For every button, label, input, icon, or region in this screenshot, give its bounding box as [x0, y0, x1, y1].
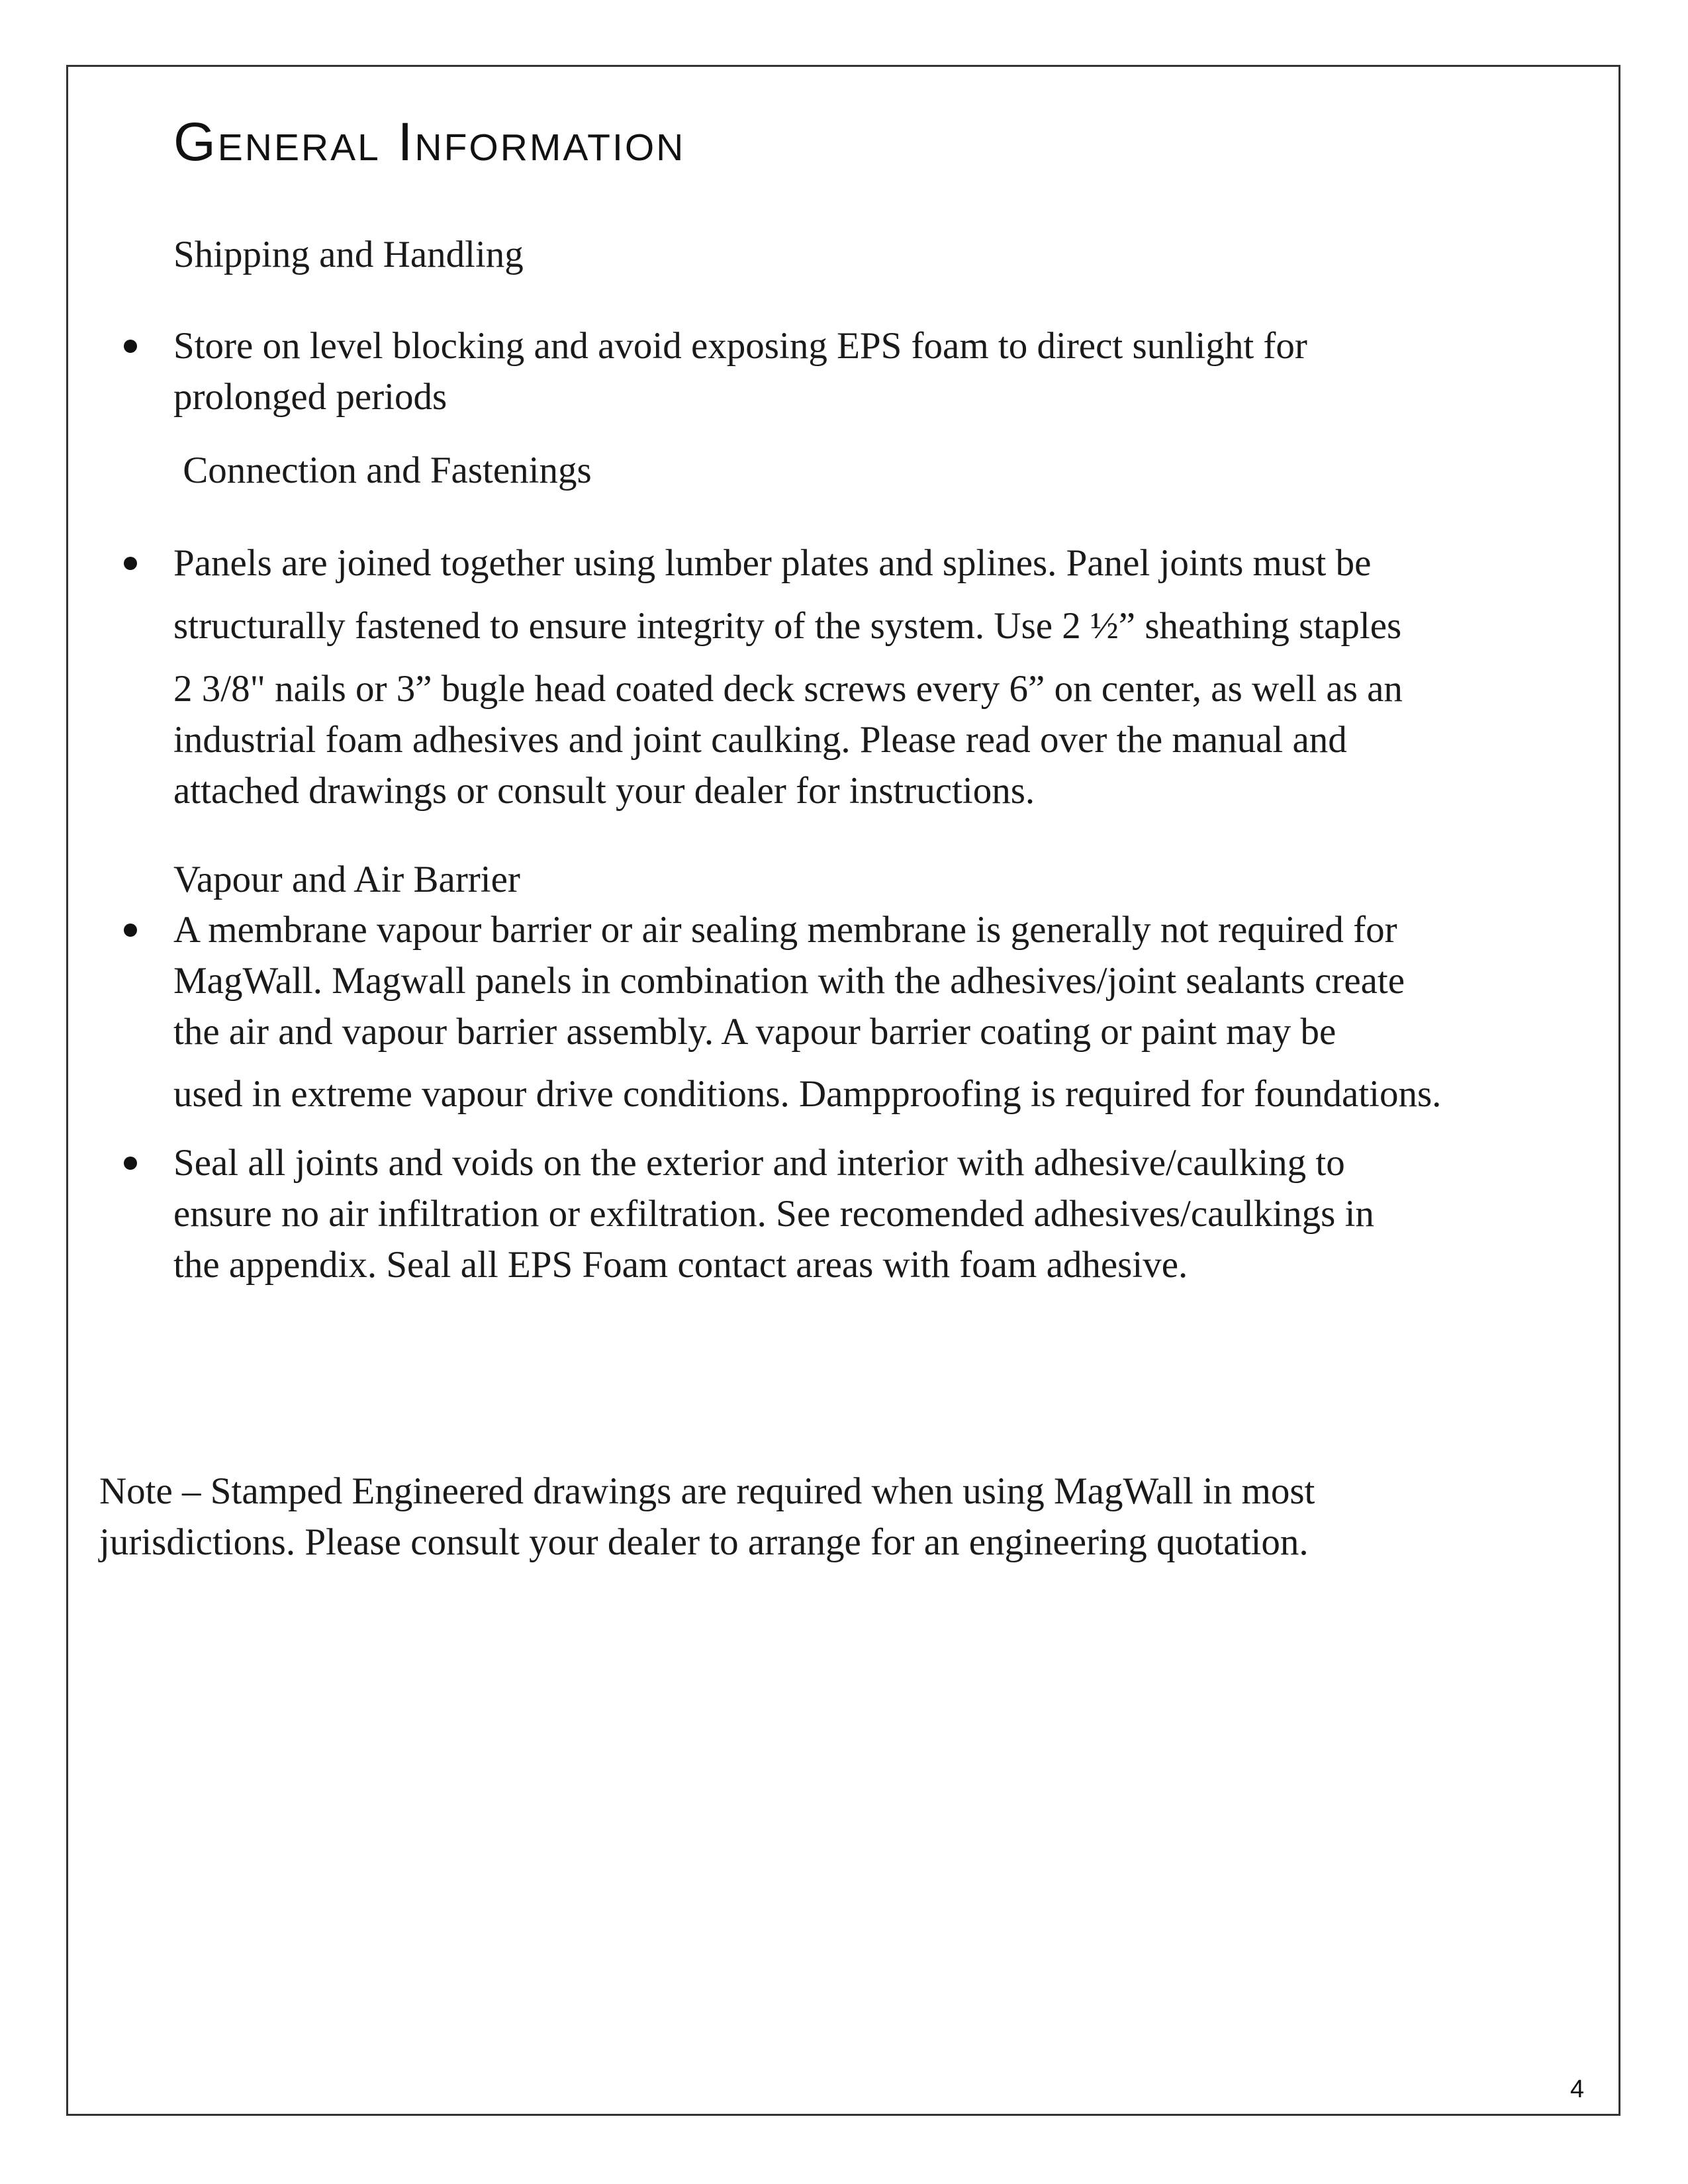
bullet-line: 2 3/8" nails or 3” bugle head coated deck screws every 6” on center, as well as an: [173, 668, 1403, 710]
bullet-line: industrial foam adhesives and joint caulking. Please read over the manual and: [173, 719, 1347, 761]
bullet-line: the appendix. Seal all EPS Foam contact areas with foam adhesive.: [173, 1244, 1188, 1286]
bullet-line: Panels are joined together using lumber plates and splines. Panel joints must be: [173, 542, 1372, 584]
page-title: General Information: [173, 112, 686, 172]
bullet-line: Store on level blocking and avoid exposing EPS foam to direct sunlight for: [173, 325, 1307, 367]
bullet-line: prolonged periods: [173, 376, 447, 418]
bullet-line: used in extreme vapour drive conditions. Dampproofing is required for foundations.: [173, 1073, 1442, 1115]
bullet-icon: [124, 320, 140, 371]
bullet-line: attached drawings or consult your dealer for instructions.: [173, 770, 1035, 812]
section-heading-connection: Connection and Fastenings: [173, 450, 592, 491]
note-line: Note – Stamped Engineered drawings are required when using MagWall in most: [99, 1470, 1315, 1512]
bullet-item-panels: [173, 538, 1403, 816]
bullet-line: A membrane vapour barrier or air sealing membrane is generally not required for: [173, 909, 1397, 951]
bullet-icon: [124, 904, 140, 955]
page-number: 4: [1570, 2075, 1585, 2103]
bullet-icon: [124, 538, 140, 589]
bullet-item-storage: [173, 320, 1307, 422]
bullet-line: the air and vapour barrier assembly. A vapour barrier coating or paint may be: [173, 1011, 1336, 1053]
bullet-line: structurally fastened to ensure integrity of the system. Use 2 ½” sheathing staples: [173, 605, 1402, 647]
section-heading-vapour: Vapour and Air Barrier: [173, 859, 520, 900]
bullet-line: ensure no air infiltration or exfiltration. See recomended adhesives/caulkings in: [173, 1193, 1374, 1235]
bullet-item-seal: [173, 1137, 1374, 1290]
bullet-icon: [124, 1137, 140, 1188]
bullet-item-membrane: [173, 904, 1441, 1119]
engineering-note: [99, 1466, 1315, 1568]
section-heading-shipping: Shipping and Handling: [173, 234, 524, 275]
bullet-line: MagWall. Magwall panels in combination with the adhesives/joint sealants create: [173, 960, 1405, 1002]
bullet-line: Seal all joints and voids on the exterior and interior with adhesive/caulking to: [173, 1142, 1345, 1184]
note-line: jurisdictions. Please consult your dealer to arrange for an engineering quotation.: [99, 1521, 1309, 1563]
